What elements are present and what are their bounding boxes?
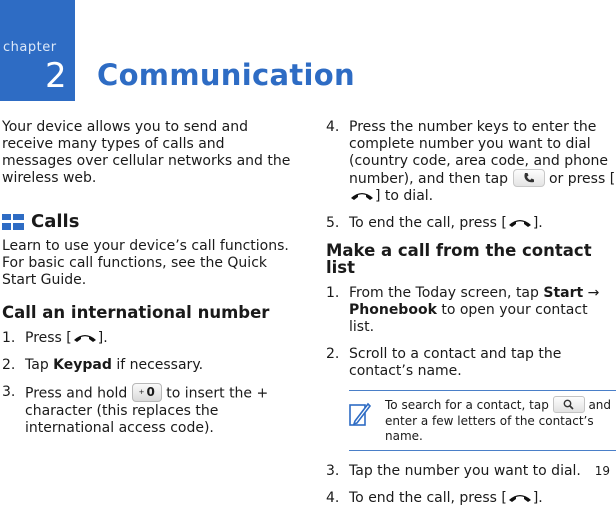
chapter-number: 2 [45, 56, 67, 96]
step-text [25, 357, 298, 374]
step-number: 2. [326, 346, 340, 362]
step-text-part: To end the call, press [ [349, 215, 507, 231]
step-number: 4. [326, 119, 340, 135]
step-text [25, 384, 298, 437]
zero-key-icon [132, 383, 162, 402]
step-text [349, 119, 616, 205]
contact-steps [326, 285, 616, 380]
step-text-part: Press and hold [25, 385, 132, 402]
step-text [349, 490, 616, 507]
intro-paragraph: Your device allows you to send and receive many types of calls and messages over cellular networks and the wireless web. [2, 119, 291, 186]
step-number: 3. [2, 384, 16, 400]
end-call-key-icon [507, 491, 533, 503]
list-item [326, 463, 616, 480]
menu-arrow: → [583, 285, 600, 301]
subsection-title-international: Call an international number [2, 303, 270, 322]
step-number: 2. [2, 357, 16, 373]
step-number: 1. [2, 330, 16, 346]
list-item [2, 357, 298, 374]
chapter-tab [0, 0, 75, 101]
list-item [2, 384, 298, 437]
section-intro: Learn to use your device’s call functions. For basic call functions, see the Quick Start Guide. [2, 238, 289, 288]
step-text: Scroll to a contact and tap the contact’s name. [349, 346, 562, 379]
left-column [2, 119, 298, 447]
step-bold-term: Keypad [53, 357, 112, 373]
contact-steps-continued [326, 463, 616, 507]
step-text-part: or press [ [544, 171, 616, 187]
step-text-part: ]. [97, 330, 108, 346]
list-item [326, 346, 616, 380]
step-text-part: Tap [25, 357, 54, 373]
step-text [25, 330, 298, 347]
end-call-key-icon [507, 216, 533, 228]
page-number: 19 [594, 464, 610, 478]
list-item [2, 330, 298, 347]
step-number: 3. [326, 463, 340, 479]
step-number: 5. [326, 215, 340, 231]
step-text-part: if necessary. [111, 357, 204, 373]
list-item [326, 119, 616, 205]
step-bold-term: Start [543, 285, 584, 301]
step-text [349, 285, 616, 336]
tip-text-part: To search for a contact, tap [385, 398, 553, 412]
list-item [326, 215, 616, 232]
step-text-part: ] to dial. [375, 188, 434, 204]
step-text [349, 215, 616, 232]
list-item [326, 285, 616, 336]
subsection-title-contacts: Make a call from the contact list [326, 241, 592, 277]
tip-note [349, 390, 616, 451]
zero-key-sub: + [138, 388, 145, 396]
tip-text-part: and enter a few letters of the contact’s name. [385, 398, 612, 443]
section-bars-icon [2, 214, 24, 230]
chapter-label: chapter [3, 40, 57, 55]
section-title: Calls [31, 211, 80, 232]
zero-key-label: 0 [146, 385, 155, 399]
list-item [326, 490, 616, 507]
step-bold-term: Phonebook [349, 302, 437, 318]
search-button-icon [553, 396, 585, 413]
international-steps [2, 330, 298, 437]
end-call-key-icon [72, 331, 98, 343]
section-heading [2, 213, 298, 230]
step-number: 4. [326, 490, 340, 506]
step-text-part: To end the call, press [ [349, 490, 507, 506]
step-text-part: to open your contact list. [349, 302, 588, 335]
step-text-part: ]. [532, 490, 543, 506]
note-pencil-icon [349, 402, 371, 428]
step-number: 1. [326, 285, 340, 301]
step-text-part: to insert the + character (this replaces the international access code). [25, 385, 269, 436]
international-steps-continued [326, 119, 616, 232]
step-text-part: ]. [532, 215, 543, 231]
dial-button-icon [513, 169, 545, 187]
tip-text [385, 397, 616, 444]
step-text-part: From the Today screen, tap [349, 285, 544, 301]
right-column [326, 119, 616, 517]
step-text-part: Press [ [25, 330, 72, 346]
step-text: Tap the number you want to dial. [349, 463, 581, 479]
end-call-key-icon [349, 189, 375, 201]
page-title: Communication [97, 58, 355, 92]
step-text-part: Press the number keys to enter the complete number you want to dial (country code, area code, and phone number), and then tap [349, 119, 609, 187]
